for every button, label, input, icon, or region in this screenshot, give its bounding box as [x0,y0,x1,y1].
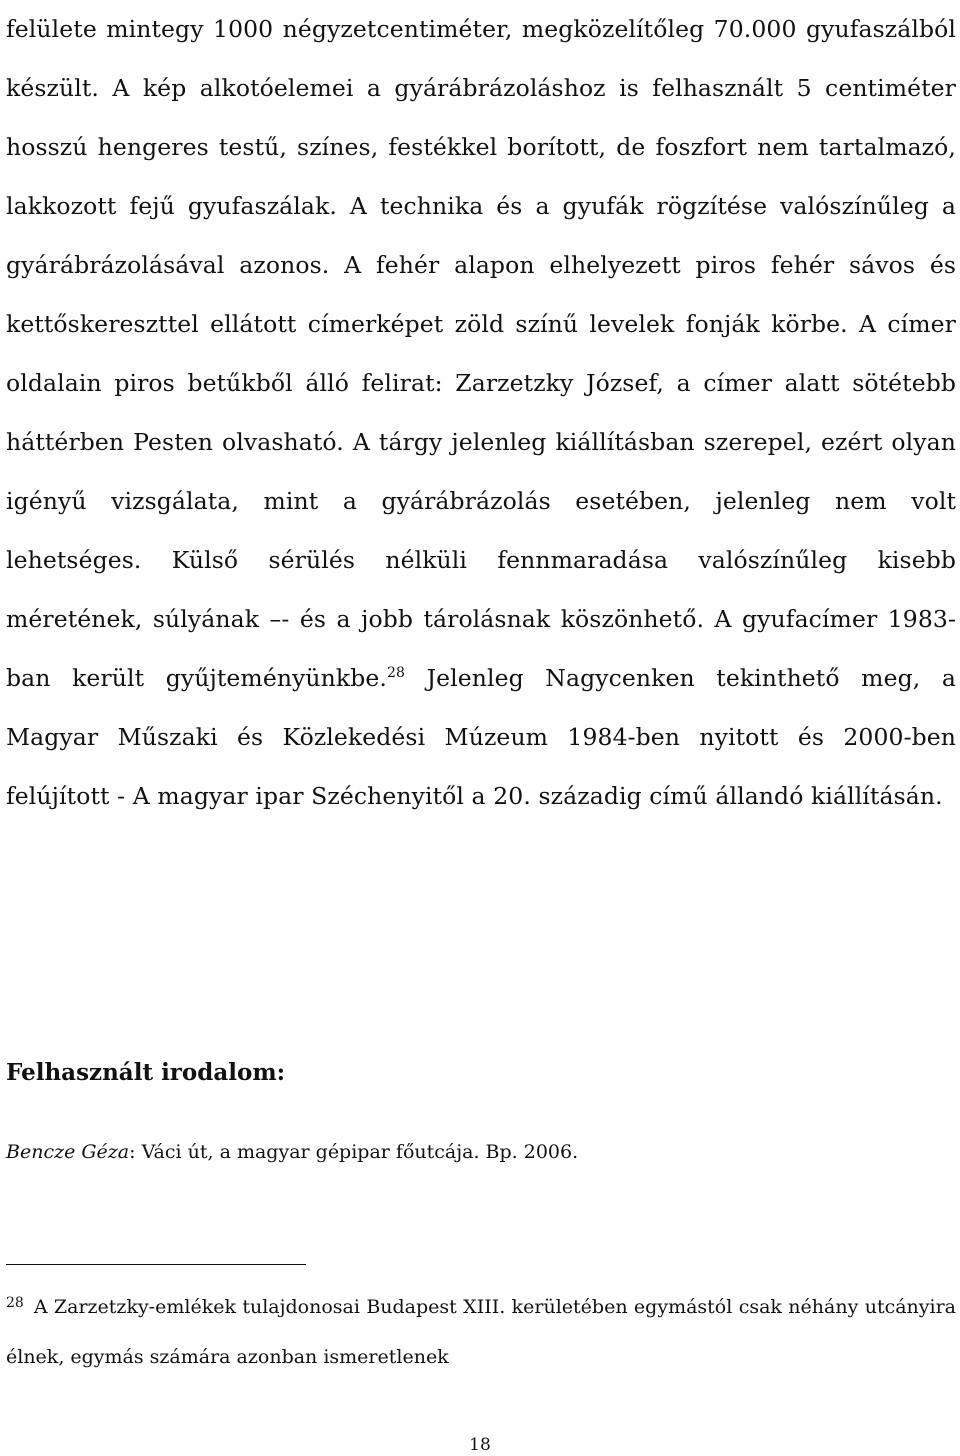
bibliography-entry [6,1138,578,1166]
body-paragraph [6,0,956,826]
footnote [6,1282,956,1382]
footnote-reference[interactable]: 28 [386,665,405,681]
page-body [6,0,956,826]
footnote-separator [6,1264,306,1265]
body-text-part-2: Jelenleg Nagycenken tekinthető meg, a Magyar Műszaki és Közlekedési Múzeum 1984-ben nyitott és 2000-ben felújított - A magyar ipar Széchenyitől a 20. századig című állandó kiállításán. [6,664,956,810]
footnote-number: 28 [6,1295,24,1311]
page-number: 18 [469,1435,491,1455]
footnote-text: A Zarzetzky-emlékek tulajdonosai Budapest XIII. kerületében egymástól csak néhány utcányira élnek, egymás számára azonban ismeretlenek [6,1296,956,1368]
body-text-part-1: felülete mintegy 1000 négyzetcentiméter, megközelítőleg 70.000 gyufaszálból készült. A kép alkotóelemei a gyárábrázoláshoz is felhasznált 5 centiméter hosszú hengeres testű, színes, festékkel borított, de foszfort nem tartalmazó, lakkozott fejű gyufaszálak. A technika és a gyufák rögzítése valószínűleg a gyárábrázolásával azonos. A fehér alapon elhelyezett piros fehér sávos és kettőskereszttel ellátott címerképet zöld színű levelek fonják körbe. A címer oldalain piros betűkből álló felirat: Zarzetzky József, a címer alatt sötétebb háttérben Pesten olvasható. A tárgy jelenleg kiállításban szerepel, ezért olyan igényű vizsgálata, mint a gyárábrázolás esetében, jelenleg nem volt lehetséges. Külső sérülés nélküli fennmaradása valószínűleg kisebb méretének, súlyának –- és a jobb tárolásnak köszönhető. A gyufacímer 1983-ban került gyűjteményünkbe. [6,15,956,692]
bibliography-heading: Felhasznált irodalom: [6,1059,286,1086]
bibliography-author: Bencze Géza [6,1141,130,1163]
bibliography-entry-text: : Váci út, a magyar gépipar főutcája. Bp. 2006. [129,1141,579,1163]
